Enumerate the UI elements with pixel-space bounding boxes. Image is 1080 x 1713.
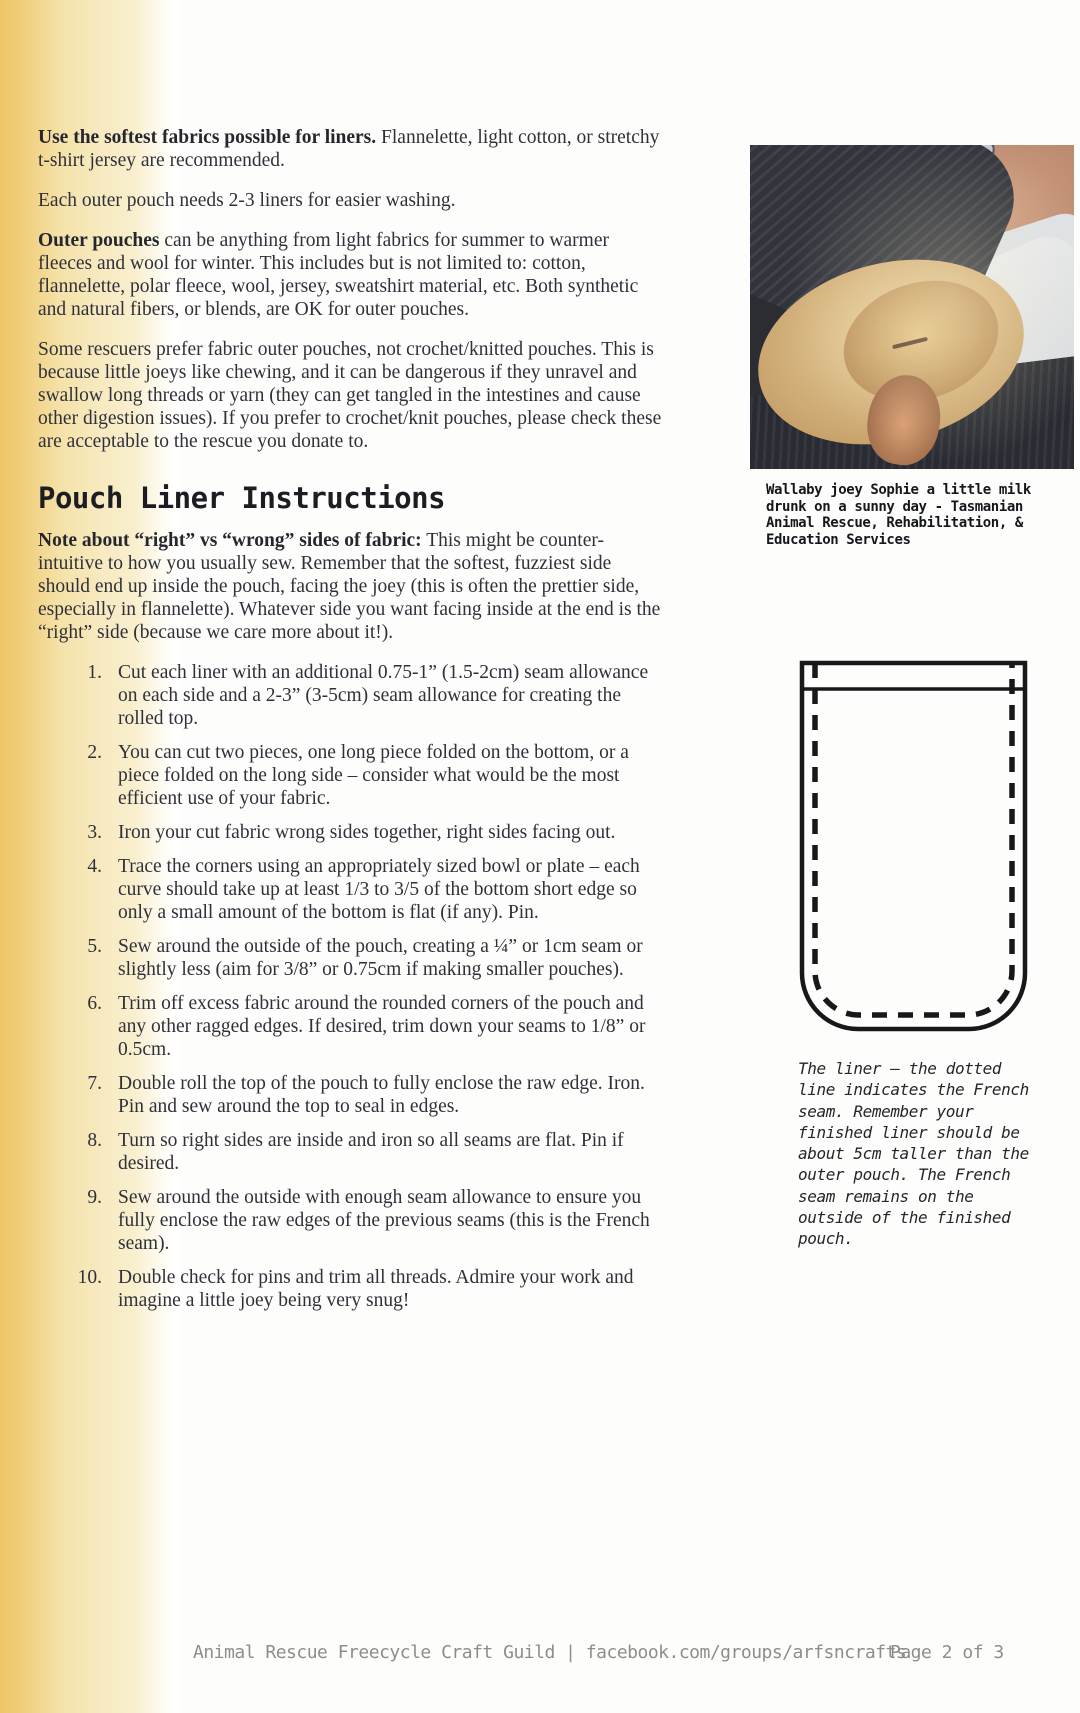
list-item <box>87 1129 666 1175</box>
step-text: Iron your cut fabric wrong sides together, right sides facing out. <box>118 822 616 843</box>
step-text: Double roll the top of the pouch to fully enclose the raw edge. Iron. Pin and sew around the top to seal in edges. <box>118 1073 645 1117</box>
step-number: 5. <box>87 936 102 957</box>
paragraph-outer-pouches-body: can be anything from light fabrics for summer to warmer fleeces and wool for winter. This includes but is not limited to: cotton, flannelette, polar fleece, wool, jersey, sweatshirt material, etc. Both synthetic and natural fibers, or blends, are OK for outer pouches. <box>38 230 639 320</box>
step-number: 3. <box>87 822 102 843</box>
paragraph-liners-body: Flannelette, light cotton, or stretchy t-shirt jersey are recommended. <box>38 127 660 171</box>
step-text: Double check for pins and trim all threads. Admire your work and imagine a little joey being very snug! <box>118 1267 634 1311</box>
list-item <box>87 1072 666 1118</box>
list-item <box>87 1186 666 1255</box>
list-item <box>87 935 666 981</box>
list-item <box>87 855 666 924</box>
step-number: 1. <box>87 662 102 683</box>
step-text: Trace the corners using an appropriately sized bowl or plate – each curve should take up at least 1/3 to 3/5 of the bottom short edge so only a small amount of the bottom is flat (if any). Pin. <box>118 856 640 923</box>
paragraph-crochet-warning: Some rescuers prefer fabric outer pouches, not crochet/knitted pouches. This is because little joeys like chewing, and it can be dangerous if they unravel and swallow long threads or yarn (they can get tangled in the intestines and cause other digestion issues). If you prefer to crochet/knit pouches, please check these are acceptable to the rescue you donate to. <box>38 339 662 452</box>
list-item <box>87 992 666 1061</box>
step-text: Sew around the outside of the pouch, creating a ¼” or 1cm seam or slightly less (aim for 3/8” or 0.75cm if making smaller pouches). <box>118 936 643 980</box>
paragraph-outer-pouches-lead: Outer pouches <box>38 230 160 251</box>
liner-french-seam-dashed <box>815 663 1012 1015</box>
step-text: Sew around the outside with enough seam allowance to ensure you fully enclose the raw edges of the previous seams (this is the French seam). <box>118 1187 650 1254</box>
step-number: 10. <box>77 1267 102 1288</box>
step-number: 9. <box>87 1187 102 1208</box>
paragraph-note <box>38 529 666 644</box>
page-title: Pouch Liner Instructions <box>38 481 446 515</box>
footer-page-number: Page 2 of 3 <box>890 1642 1004 1663</box>
paragraph-note-lead: Note about “right” vs “wrong” sides of fabric: <box>38 530 422 551</box>
step-number: 7. <box>87 1073 102 1094</box>
step-number: 6. <box>87 993 102 1014</box>
step-number: 8. <box>87 1130 102 1151</box>
footer-guild-and-url: Animal Rescue Freecycle Craft Guild | facebook.com/groups/arfsncrafts <box>193 1642 907 1663</box>
step-text: Cut each liner with an additional 0.75-1” (1.5-2cm) seam allowance on each side and a 2-3” (3-5cm) seam allowance for creating the rolled top. <box>118 662 649 729</box>
paragraph-liners <box>38 126 666 172</box>
paragraph-liners-lead: Use the softest fabrics possible for liners. <box>38 127 377 148</box>
step-number: 4. <box>87 856 102 877</box>
photo-caption: Wallaby joey Sophie a little milk drunk on a sunny day - Tasmanian Animal Rescue, Rehabilitation, & Education Services <box>766 482 1031 548</box>
step-text: Trim off excess fabric around the rounded corners of the pouch and any other ragged edges. If desired, trim down your seams to 1/8” or 0.5cm. <box>118 993 646 1060</box>
liner-diagram <box>799 659 1029 1036</box>
liner-outline <box>802 663 1025 1029</box>
list-item <box>77 1266 666 1312</box>
joey-photo <box>750 145 1074 469</box>
list-item <box>87 821 666 844</box>
step-text: Turn so right sides are inside and iron so all seams are flat. Pin if desired. <box>118 1130 624 1174</box>
paragraph-washing: Each outer pouch needs 2-3 liners for easier washing. <box>38 190 456 211</box>
list-item <box>87 741 666 810</box>
paragraph-outer-pouches <box>38 229 666 321</box>
step-text: You can cut two pieces, one long piece folded on the bottom, or a piece folded on the long side – consider what would be the most efficient use of your fabric. <box>118 742 629 809</box>
instruction-list <box>38 661 666 1312</box>
page-footer <box>0 1641 1080 1665</box>
photo-sunlight-overlay <box>750 145 1074 469</box>
step-number: 2. <box>87 742 102 763</box>
paragraph-note-body: This might be counter-intuitive to how you usually sew. Remember that the softest, fuzziest side should end up inside the pouch, facing the joey (this is often the prettier side, especially in flannelette). Whatever side you want facing inside at the end is the “right” side (because we care more about it!). <box>38 530 661 643</box>
list-item <box>87 661 666 730</box>
main-text-column <box>38 126 666 1323</box>
diagram-caption: The liner – the dotted line indicates the French seam. Remember your finished liner should be about 5cm taller than the outer pouch. The French seam remains on the outside of the finished pouch. <box>798 1059 1029 1249</box>
